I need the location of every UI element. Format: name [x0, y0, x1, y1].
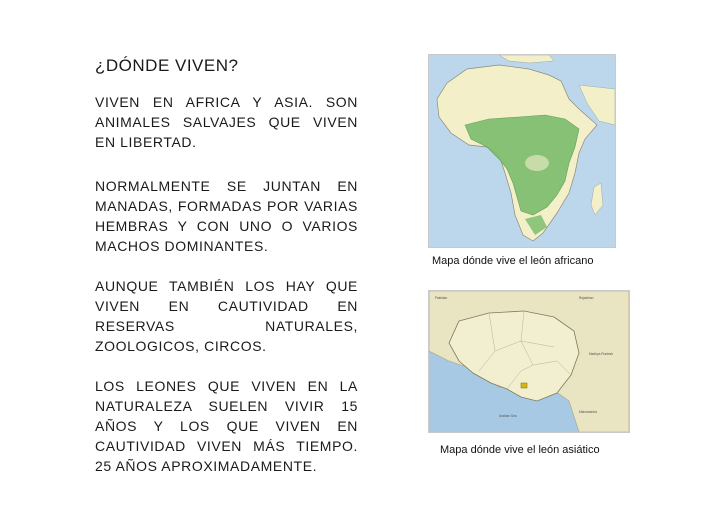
- paragraph-social-groups: NORMALMENTE SE JUNTAN EN MANADAS, FORMADAS POR VARIAS HEMBRAS Y CON UNO O VARIOS MACHOS DOMINANTES.: [95, 178, 358, 254]
- page-title: ¿DÓNDE VIVEN?: [95, 56, 239, 75]
- africa-lion-range-map: [428, 54, 616, 248]
- paragraph-distribution: VIVEN EN AFRICA Y ASIA. SON ANIMALES SALVAJES QUE VIVEN EN LIBERTAD.: [95, 94, 358, 150]
- paragraph-lifespan: LOS LEONES QUE VIVEN EN LA NATURALEZA SUELEN VIVIR 15 AÑOS Y LOS QUE VIVEN EN CAUTIVIDAD VIVEN MÁS TIEMPO. 25 AÑOS APROXIMADAMENTE.: [95, 378, 358, 474]
- asia-lion-range-map: [428, 290, 630, 433]
- map-label-madhya-pradesh: Madhya Pradesh: [589, 352, 614, 356]
- africa-map-caption: Mapa dónde vive el león africano: [432, 255, 594, 267]
- map-label-arabian-sea: Arabian Sea: [499, 414, 517, 418]
- asia-map-caption: Mapa dónde vive el león asiático: [440, 444, 600, 456]
- map-label-rajasthan: Rajasthan: [579, 296, 594, 300]
- range-gap: [525, 155, 549, 171]
- gir-national-park-marker: [521, 383, 527, 388]
- paragraph-captivity: AUNQUE TAMBIÉN LOS HAY QUE VIVEN EN CAUTIVIDAD EN RESERVAS NATURALES, ZOOLOGICOS, CIRCOS.: [95, 278, 358, 354]
- map-label-pakistan: Pakistan: [435, 296, 448, 300]
- map-label-maharashtra: Maharashtra: [579, 410, 597, 414]
